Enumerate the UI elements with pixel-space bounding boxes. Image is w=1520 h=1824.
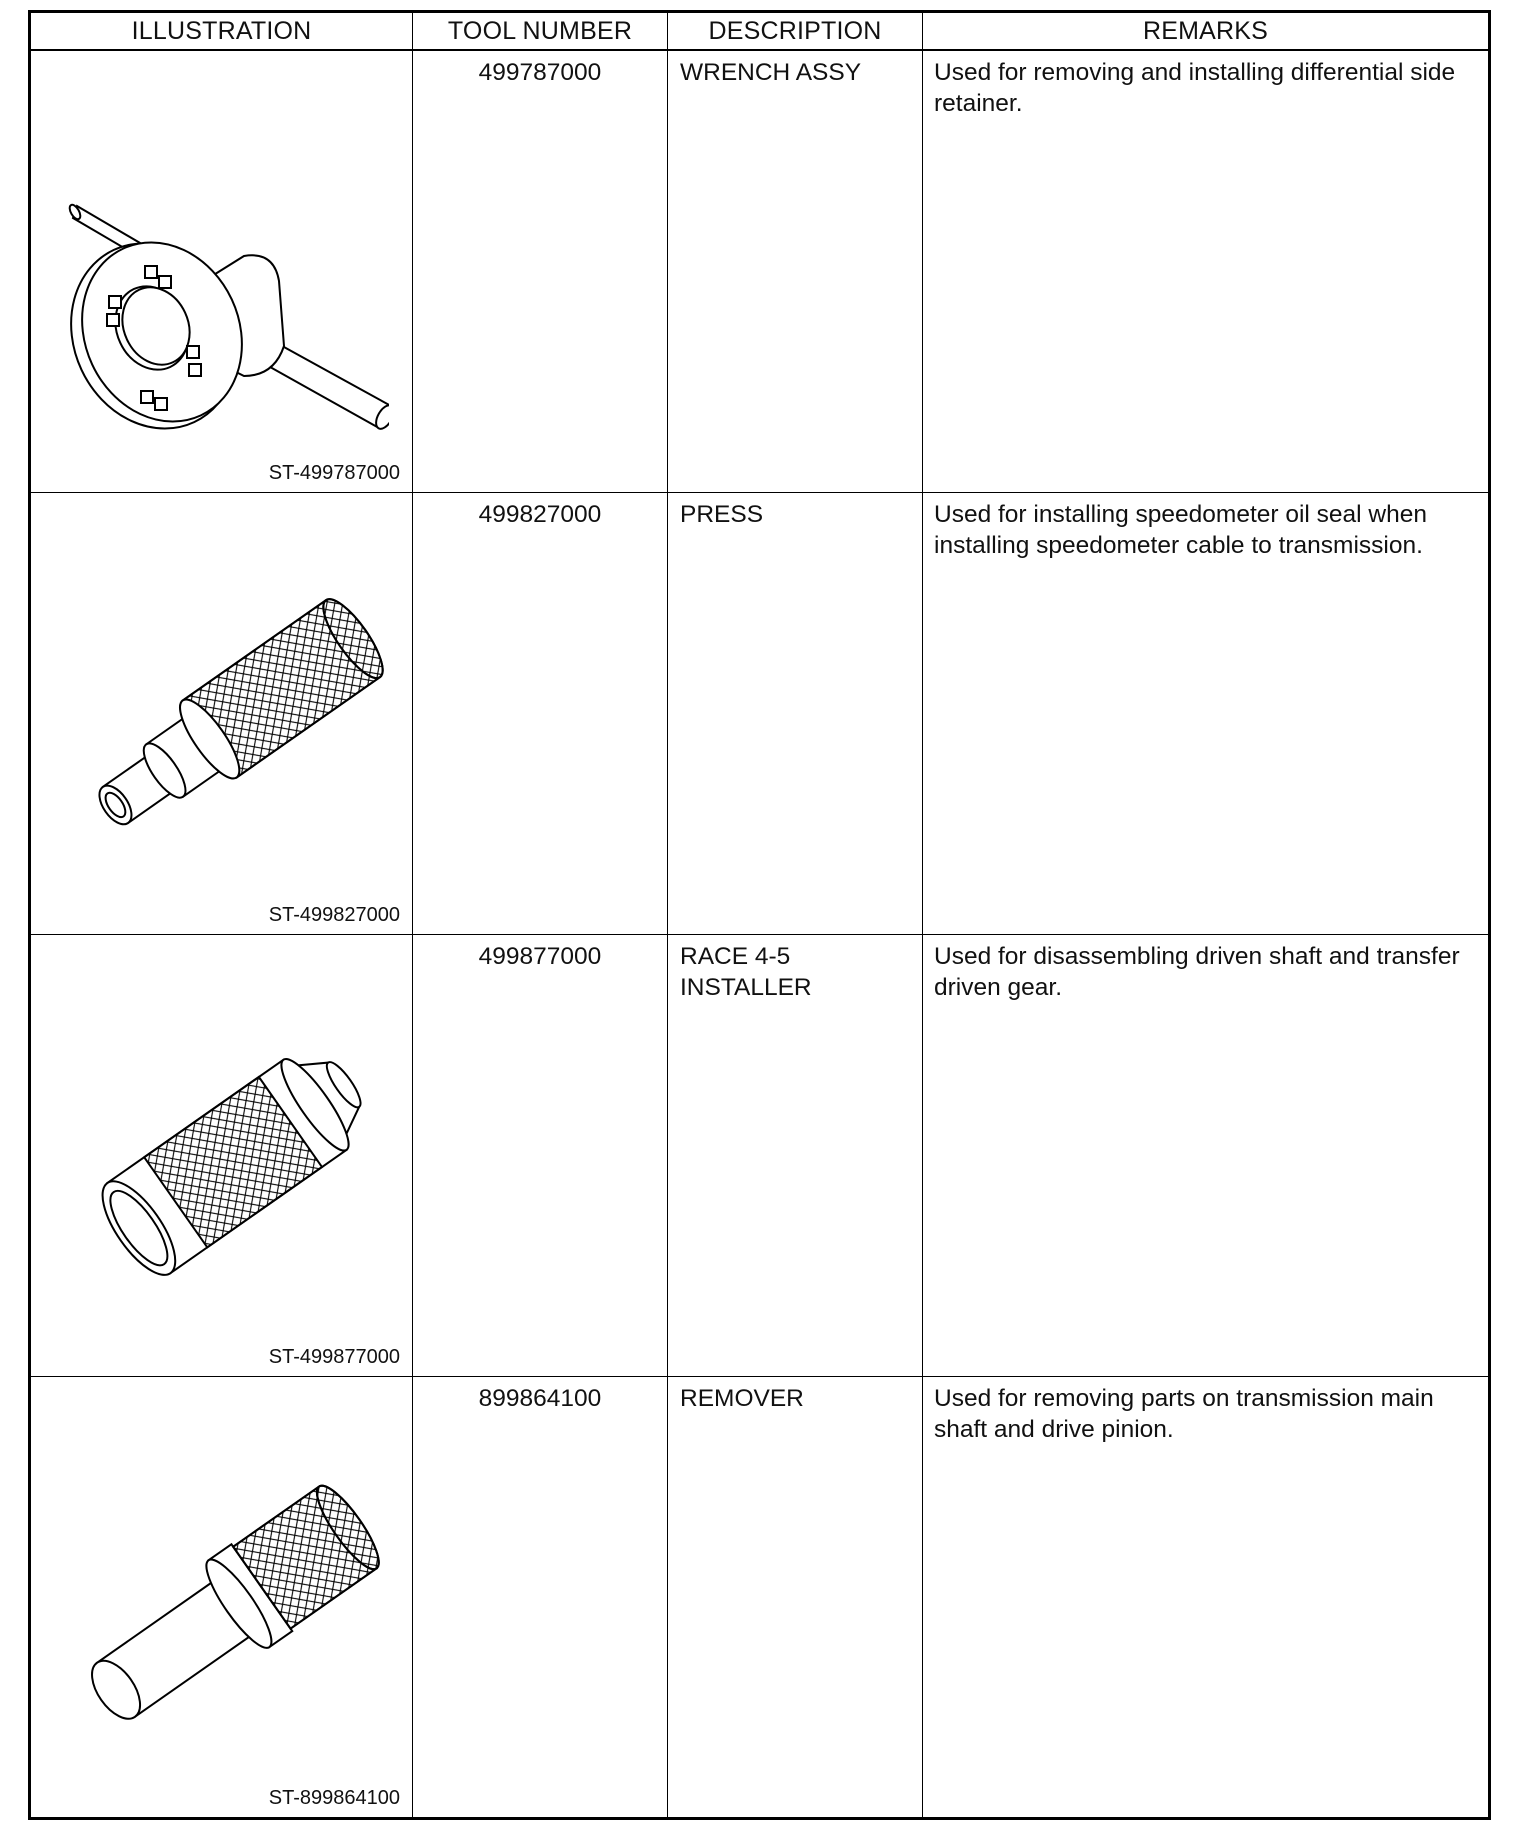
remover-icon — [49, 1432, 389, 1762]
table-row — [30, 934, 1490, 1376]
tool-number-cell: 499787000 — [413, 50, 668, 492]
illustration-caption: ST-499877000 — [268, 1345, 400, 1368]
wrench-assy-icon — [49, 106, 389, 436]
table-row — [30, 50, 1490, 492]
tool-number-cell: 499827000 — [413, 492, 668, 934]
header-description: DESCRIPTION — [668, 12, 923, 51]
illustration-cell — [30, 1376, 413, 1818]
illustration-cell — [30, 50, 413, 492]
illustration-caption: ST-499787000 — [268, 461, 400, 484]
race-installer-icon — [49, 990, 389, 1320]
illustration-cell — [30, 934, 413, 1376]
description-cell: PRESS — [668, 492, 923, 934]
illustration-caption: ST-499827000 — [268, 903, 400, 926]
header-tool-number: TOOL NUMBER — [413, 12, 668, 51]
description-cell: RACE 4-5 INSTALLER — [668, 934, 923, 1376]
remarks-cell: Used for installing speedometer oil seal when installing speedometer cable to transmission. — [923, 492, 1490, 934]
remarks-cell: Used for removing and installing differential side retainer. — [923, 50, 1490, 492]
header-illustration: ILLUSTRATION — [30, 12, 413, 51]
illustration-cell — [30, 492, 413, 934]
remarks-cell: Used for removing parts on transmission main shaft and drive pinion. — [923, 1376, 1490, 1818]
table-row — [30, 1376, 1490, 1818]
table-row — [30, 492, 1490, 934]
header-remarks: REMARKS — [923, 12, 1490, 51]
tool-number-cell: 499877000 — [413, 934, 668, 1376]
remarks-cell: Used for disassembling driven shaft and transfer driven gear. — [923, 934, 1490, 1376]
press-icon — [49, 548, 389, 878]
description-cell: REMOVER — [668, 1376, 923, 1818]
illustration-caption: ST-899864100 — [268, 1786, 400, 1809]
tool-number-cell: 899864100 — [413, 1376, 668, 1818]
special-tools-table — [28, 10, 1491, 1820]
header-row — [30, 12, 1490, 51]
description-cell: WRENCH ASSY — [668, 50, 923, 492]
